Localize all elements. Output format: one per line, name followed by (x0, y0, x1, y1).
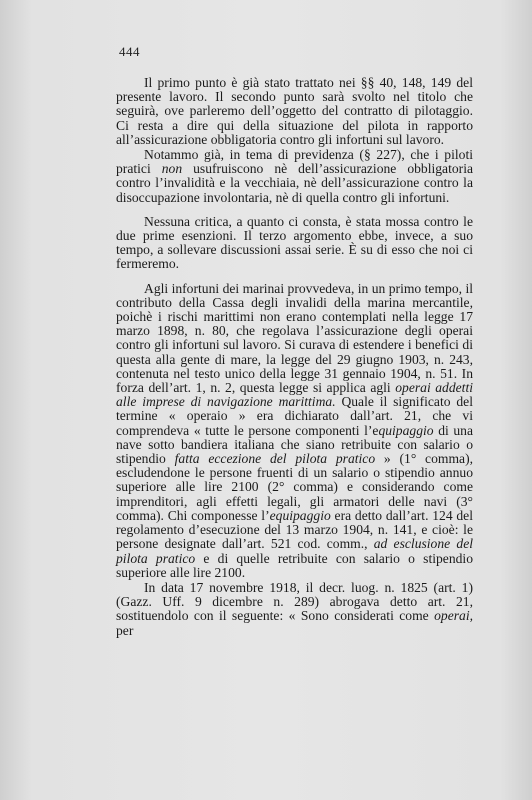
italic-text: operai, (434, 608, 473, 624)
text-run: era detto dall’art. 124 del regolamento d’esecuzione del 13 marzo 1904, n. 141, e cioè: le persone designate dall’art. 521 cod. comm., (116, 507, 473, 552)
italic-text: equipaggio (269, 507, 331, 523)
body-text (116, 76, 473, 639)
text-run: Quale il significato del termine « operaio » era dichiarato dall’art. 21, che vi comprendeva « tutte le persone componenti l’e (116, 394, 473, 438)
italic-text: quipaggio (378, 422, 434, 438)
paragraph-4 (116, 282, 473, 580)
text-run: » (1° comma), escludendone le persone fruenti di un salario o stipendio annuo superiore alle lire 2100 (2° comma) e considerando come imprenditori, agli effetti legali, gli armatori delle navi (3° comma). Chi componesse l’ (116, 451, 473, 523)
italic-text: fatta eccezione del pilota pratico (174, 451, 376, 467)
text-run: di una nave sotto bandiera italiana che siano retribuite con salario o stipendio (116, 422, 473, 467)
italic-text: operai addetti alle imprese di navigazione marittima. (116, 380, 474, 410)
page-number: 444 (119, 44, 140, 59)
text-run: In data 17 novembre 1918, il decr. luog. n. 1825 (art. 1) (Gazz. Uff. 9 dicembre n. 289) abrogava detto art. 21, sostituendolo con il seguente: « Sono considerati come (116, 579, 473, 624)
text-run: e di quelle retribuite con salario o stipendio superiore alle lire 2100. (116, 550, 473, 580)
italic-text: non (161, 161, 183, 177)
paragraph-5 (116, 581, 473, 638)
paragraph-1 (116, 76, 473, 147)
paragraph-2 (116, 148, 473, 205)
text-run: per (116, 622, 134, 638)
text-run: Agli infortuni dei marinai provvedeva, in un primo tempo, il contributo della Cassa degli invalidi della marina mercantile, poichè i rischi marittimi non erano contemplati nella legge 17 marzo 1898, n. 80, che regolava l’assicurazione degli operai contro gli infortuni sul lavoro. Si curava di estendere i benefici di questa alla gente di mare, la legge del 29 giugno 1903, n. 243, contenuta nel testo unico della legge 31 gennaio 1904, n. 51. In forza dell’art. 1, n. 2, questa legge si applica agli (116, 280, 473, 396)
text-run: Il primo punto è già stato trattato nei §§ 40, 148, 149 del presente lavoro. Il secondo punto sarà svolto nel titolo che seguirà, ove parleremo dell’oggetto del contratto di pilotaggio. Ci resta a dire qui della situazione del pilota in rapporto all’assicurazione obbligatoria contro gli infortuni sul lavoro. (116, 75, 473, 147)
text-run: Nessuna critica, a quanto ci consta, è stata mossa contro le due prime esenzioni. Il terzo argomento ebbe, invece, a suo tempo, a sollevare discussioni assai serie. È su di esso che noi ci fermeremo. (116, 213, 473, 272)
italic-text: ad esclusione del pilota pratico (116, 536, 474, 566)
text-run: usufruiscono nè dell’assicurazione obbligatoria contro l’invalidità e la vecchiaia, nè dell’assicurazione contro la disoccupazione involontaria, nè di quella contro gli infortuni. (116, 161, 474, 205)
paragraph-3 (116, 215, 473, 272)
text-run: Notammo già, in tema di previdenza (§ 227), che i piloti pratici (116, 147, 473, 177)
